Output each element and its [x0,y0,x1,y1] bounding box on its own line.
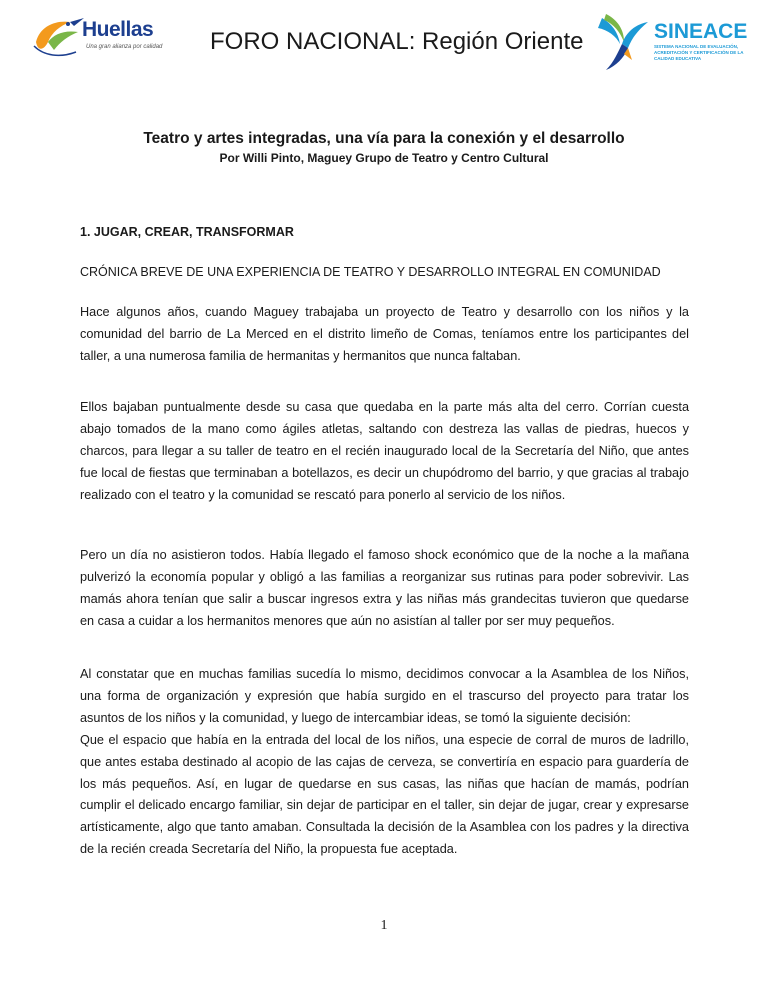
page-number: 1 [380,918,388,933]
sineace-logo [592,10,748,76]
paragraph-1: Hace algunos años, cuando Maguey trabajaba un proyecto de Teatro y desarrollo con los niños y la comunidad del barrio de La Merced en el distrito limeño de Comas, teníamos entre los participantes del taller, a una numerosa familia de hermanitas y hermanitos que nunca faltaban. [80,305,689,363]
paragraph-3: Pero un día no asistieron todos. Había llegado el famoso shock económico que de la noche a la mañana pulverizó la economía popular y obligó a las familias a reorganizar sus rutinas para poder sobrevivir. Las mamás ahora tenían que salir a buscar ingresos extra y las niñas más grandecitas tuvieron que quedarse en casa a cuidar a los hermanitos menores que aún no asistían al taller por ser muy pequeños. [80,548,689,628]
document-byline: Por Willi Pinto, Maguey Grupo de Teatro y Centro Cultural [219,151,549,165]
section-heading: 1. JUGAR, CREAR, TRANSFORMAR [80,225,294,239]
huellas-brand: Huellas [82,18,154,41]
paragraph-2: Ellos bajaban puntualmente desde su casa que quedaba en la parte más alta del cerro. Corrían cuesta abajo tomados de la mano como ágiles atletas, saltando con destreza las vallas de piedras, huecos y charcos, para llegar a su taller de teatro en el recién inaugurado local de la Secretaría del Niño, que antes fue local de fiestas que terminaban a botellazos, es decir un chupódromo del barrio, y que gracias al trabajo realizado con el teatro y la comunidad se rescató para ponerlo al servicio de los niños. [80,400,689,502]
chronicle-heading: CRÓNICA BREVE DE UNA EXPERIENCIA DE TEATRO Y DESARROLLO INTEGRAL EN COMUNIDAD [80,265,661,279]
hummingbird-icon [30,12,86,60]
document-title: Teatro y artes integradas, una vía para la conexión y el desarrollo [143,130,625,147]
page-header [0,0,768,95]
dove-icon [592,10,652,76]
sineace-subtitle: SISTEMA NACIONAL DE EVALUACIÓN, ACREDITACIÓN Y CERTIFICACIÓN DE LA CALIDAD EDUCATIVA [654,44,744,61]
huellas-logo [30,12,170,60]
paragraph-4: Al constatar que en muchas familias sucedía lo mismo, decidimos convocar a la Asamblea de los Niños, una forma de organización y expresión que había surgido en el trascurso del proyecto para tratar los asuntos de los niños y la comunidad, y luego de intercambiar ideas, se tomó la siguiente decisión: [80,667,689,725]
header-title: FORO NACIONAL: Región Oriente [210,28,584,55]
paragraph-4-block [80,664,689,861]
sineace-brand: SINEACE [654,20,748,43]
paragraph-5: Que el espacio que había en la entrada del local de los niños, una especie de corral de muros de ladrillo, que antes estaba destinado al acopio de las cajas de cerveza, se convertiría en espacio para guardería de los más pequeños. Así, en lugar de quedarse en sus casas, las niñas que hacían de mamás, podrían cumplir el delicado encargo familiar, sin dejar de participar en el taller, sin dejar de jugar, crear y expresarse artísticamente, algo que tanto amaban. Consultada la decisión de la Asamblea con los padres y la directiva de la recién creada Secretaría del Niño, la propuesta fue aceptada. [80,732,689,857]
huellas-tagline: Una gran alianza por calidad [86,44,163,50]
